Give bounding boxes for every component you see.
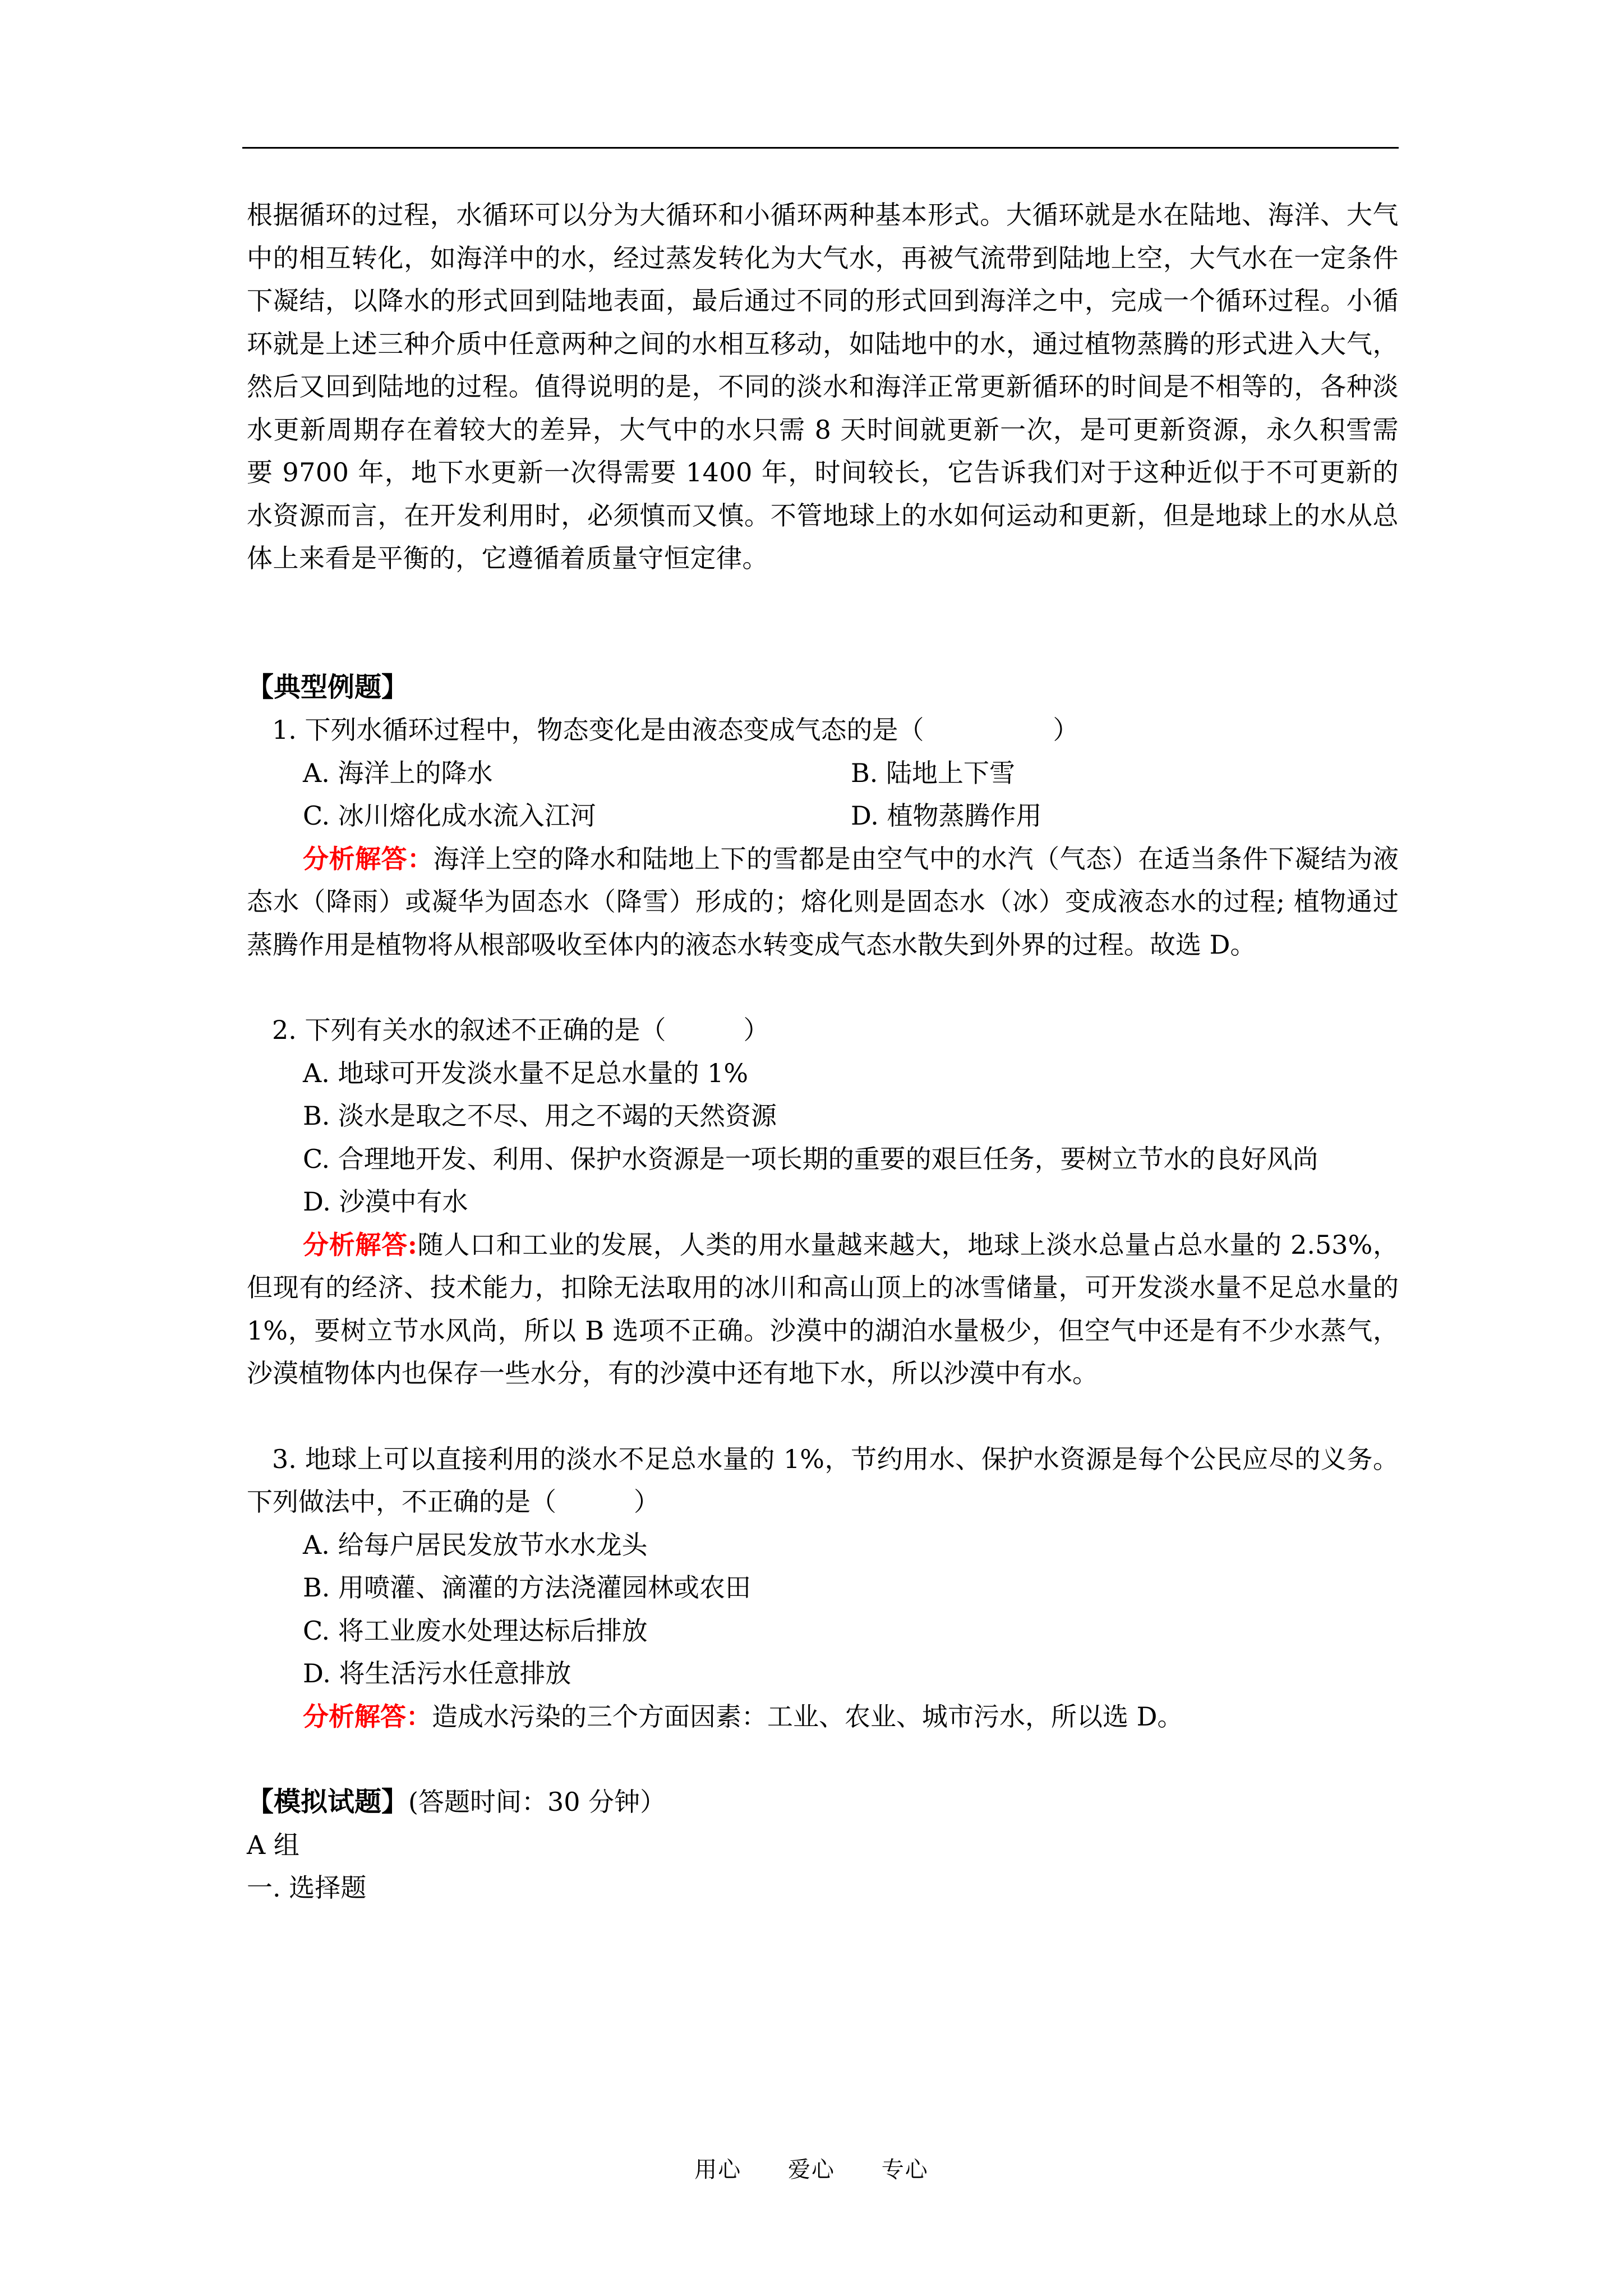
intro-paragraph: 根据循环的过程，水循环可以分为大循环和小循环两种基本形式。大循环就是水在陆地、海洋、大气中的相互转化，如海洋中的水，经过蒸发转化为大气水，再被气流带到陆地上空，大气水在一定条件下凝结，以降水的形式回到陆地表面，最后通过不同的形式回到海洋之中，完成一个循环过程。小循环就是上述三种介质中任意两种之间的水相互移动，如陆地中的水，通过植物蒸腾的形式进入大气，然后又回到陆地的过程。值得说明的是，不同的淡水和海洋正常更新循环的时间是不相等的，各种淡水更新周期存在着较大的差异，大气中的水只需 8 天时间就更新一次，是可更新资源，永久积雪需要 9700 年，地下水更新一次得需要 1400 年，时间较长，它告诉我们对于这种近似于不可更新的水资源而言，在开发利用时，必须慎而又慎。不管地球上的水如何运动和更新，但是地球上的水从总体上来看是平衡的，它遵循着质量守恒定律。 xyxy=(247,200,1399,573)
question-1-option-d: D. 植物蒸腾作用 xyxy=(851,800,1042,831)
answer-label: 分析解答： xyxy=(303,1701,432,1732)
question-2-option-d: D. 沙漠中有水 xyxy=(303,1186,468,1217)
answer-text: 随人口和工业的发展，人类的用水量越来越大，地球上淡水总量占总水量的 2.53%，但现有的经济、技术能力，扣除无法取用的冰川和高山顶上的冰雪储量，可开发淡水量不足总水量的 1%，要树立节水风尚，所以 B 选项不正确。沙漠中的湖泊水量极少，但空气中还是有不少水蒸气，沙漠植物体内也保存一些水分，有的沙漠中还有地下水，所以沙漠中有水。 xyxy=(247,1229,1399,1388)
question-2-stem: 2. 下列有关水的叙述不正确的是（ ） xyxy=(272,1015,769,1045)
page-content xyxy=(247,194,1399,1910)
footer-text-3: 专心 xyxy=(881,2157,929,2183)
question-1-option-a: A. 海洋上的降水 xyxy=(303,757,493,788)
question-2-option-a: A. 地球可开发淡水量不足总水量的 1% xyxy=(303,1057,749,1088)
answer-label: 分析解答: xyxy=(303,1229,417,1260)
footer-text-1: 用心 xyxy=(694,2157,742,2183)
answer-label: 分析解答： xyxy=(303,843,434,874)
question-3-option-a: A. 给每户居民发放节水水龙头 xyxy=(303,1529,648,1560)
question-3-stem: 3. 地球上可以直接利用的淡水不足总水量的 1%，节约用水、保护水资源是每个公民应尽的义务。下列做法中，不正确的是（ ） xyxy=(247,1443,1399,1517)
page-footer xyxy=(0,2152,1623,2184)
question-1-answer xyxy=(247,838,1399,967)
question-3-option-d: D. 将生活污水任意排放 xyxy=(303,1658,571,1688)
mock-test-time-note: (答题时间：30 分钟） xyxy=(408,1787,666,1817)
question-3-answer xyxy=(247,1695,1399,1738)
question-2-option-c: C. 合理地开发、利用、保护水资源是一项长期的重要的艰巨任务，要树立节水的良好风尚 xyxy=(303,1143,1318,1174)
question-1-options-row-2 xyxy=(247,794,1399,838)
question-1-options-row-1 xyxy=(247,752,1399,795)
header-rule xyxy=(242,147,1399,149)
question-2-answer xyxy=(247,1223,1399,1395)
mock-test-heading xyxy=(247,1780,1399,1824)
question-3-option-c: C. 将工业废水处理达标后排放 xyxy=(303,1615,648,1646)
question-3-option-b: B. 用喷灌、滴灌的方法浇灌园林或农田 xyxy=(303,1572,751,1603)
question-1-option-b: B. 陆地上下雪 xyxy=(851,757,1016,788)
choice-section-heading: 一. 选择题 xyxy=(247,1872,367,1903)
answer-text: 造成水污染的三个方面因素：工业、农业、城市污水，所以选 D。 xyxy=(432,1701,1183,1732)
question-1-option-c: C. 冰川熔化成水流入江河 xyxy=(303,800,596,831)
question-2-option-b: B. 淡水是取之不尽、用之不竭的天然资源 xyxy=(303,1101,777,1131)
footer-text-2: 爱心 xyxy=(788,2157,835,2183)
group-label: A 组 xyxy=(247,1829,299,1860)
mock-test-title: 【模拟试题】 xyxy=(247,1786,409,1818)
answer-text: 海洋上空的降水和陆地上下的雪都是由空气中的水汽（气态）在适当条件下凝结为液态水（降雨）或凝华为固态水（降雪）形成的；熔化则是固态水（冰）变成液态水的过程; 植物通过蒸腾作用是植物将从根部吸收至体内的液态水转变成气态水散失到外界的过程。故选 D。 xyxy=(247,843,1399,960)
question-1-stem: 1. 下列水循环过程中，物态变化是由液态变成气态的是（ ） xyxy=(272,715,1079,745)
examples-title: 【典型例题】 xyxy=(247,671,409,703)
